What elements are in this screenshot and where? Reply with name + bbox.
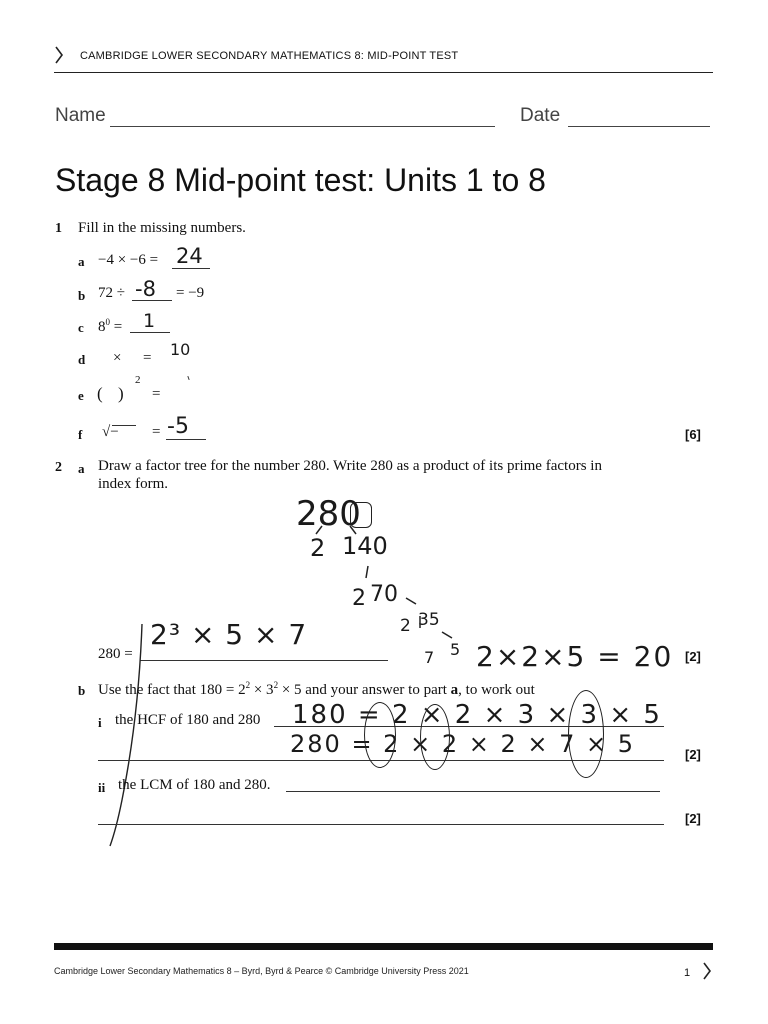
circle-common-5 <box>568 690 604 778</box>
circle-common-2b <box>420 704 450 770</box>
q1e-stray-mark <box>187 376 189 380</box>
header-rule <box>54 72 713 73</box>
q2a-answer-prefix: 280 = <box>98 646 133 662</box>
q1c-expression: $8^0$ = <box>98 317 123 335</box>
q1b-answer: -8 <box>135 277 156 301</box>
q1b-expression-after: = −9 <box>176 285 205 301</box>
tree-5: 5 <box>450 640 461 659</box>
q2a-line2: index form. <box>98 476 168 492</box>
q2bi-text: the HCF of 180 and 280 <box>115 712 261 728</box>
q2bi-label: i <box>98 715 102 730</box>
tree-branches <box>290 520 470 660</box>
footer-bar <box>54 943 713 950</box>
side-note: 2×2×5 = 20 <box>476 640 674 673</box>
q1f-equals: = <box>152 424 161 440</box>
tree-70: 70 <box>370 582 398 607</box>
q1e-label: e <box>78 388 84 403</box>
tree-140: 140 <box>342 532 388 560</box>
q1b-expression-before: 72 ÷ <box>98 285 125 301</box>
q1f-radical-bar <box>112 425 136 426</box>
tree-2a: 2 <box>310 534 326 562</box>
circle-common-2a <box>364 702 396 768</box>
q1f-radical: √− <box>102 424 119 440</box>
name-line[interactable] <box>110 126 495 127</box>
q1c-answer: 1 <box>143 310 156 332</box>
q1f-label: f <box>78 427 83 442</box>
q2b-prompt: Use the fact that $180 = 2^2 \times 3^2 \times 5$ and your answer to part a, to work out <box>98 680 535 698</box>
q1a-expression: −4 × −6 = <box>98 252 159 268</box>
q2bii-label: ii <box>98 780 106 795</box>
q1d-answer: 10 <box>170 340 191 359</box>
next-page-icon[interactable] <box>702 962 712 980</box>
tree-2c: 2 <box>400 616 411 636</box>
name-label: Name <box>55 105 106 126</box>
q1d-label: d <box>78 352 86 367</box>
page-number: 1 <box>684 967 691 979</box>
q2a-marks: [2] <box>685 649 701 664</box>
tree-2b: 2 <box>352 586 366 611</box>
q2b-label: b <box>78 683 86 698</box>
q1d-equals: = <box>143 350 152 366</box>
q2bi-work-2: 280 = 2 × 2 × 2 × 7 × 5 <box>290 730 635 758</box>
q2a-answer: 2³ × 5 × 7 <box>150 618 308 651</box>
q1d-times: × <box>113 350 122 366</box>
q1e-equals: = <box>152 386 161 402</box>
q2a-answer-line[interactable] <box>140 660 388 661</box>
q2a-line1: Draw a factor tree for the number 280. Write 280 as a product of its prime factors in <box>98 458 602 474</box>
tree-7: 7 <box>424 648 435 667</box>
q1f-answer: -5 <box>167 414 189 439</box>
page-title: Stage 8 Mid-point test: Units 1 to 8 <box>55 162 546 198</box>
q1b-label: b <box>78 288 86 303</box>
question-number-1: 1 <box>55 221 62 236</box>
q2bii-answer-line-2[interactable] <box>98 824 664 825</box>
q1c-answer-line[interactable] <box>130 332 170 333</box>
q1-instruction: Fill in the missing numbers. <box>78 220 246 236</box>
tree-280: 280 <box>296 494 361 534</box>
q1e-exponent: 2 <box>135 374 141 386</box>
tree-35: 35 <box>418 610 440 630</box>
q1a-label: a <box>78 254 85 269</box>
q1-marks: [6] <box>685 427 701 442</box>
q2bi-work-1: 180 = 2 × 2 × 3 × 3 × 5 <box>292 700 662 730</box>
q2bii-answer-line-1[interactable] <box>286 791 660 792</box>
date-label: Date <box>520 105 561 126</box>
q1e-close-paren: ) <box>118 384 124 403</box>
q1e-open-paren: ( <box>97 384 103 403</box>
question-number-2: 2 <box>55 460 62 475</box>
q2bi-marks: [2] <box>685 747 701 762</box>
date-line[interactable] <box>568 126 710 127</box>
q2bii-marks: [2] <box>685 811 701 826</box>
pen-stroke <box>100 620 150 850</box>
q1c-label: c <box>78 320 84 335</box>
q1a-answer: 24 <box>176 244 203 268</box>
running-header: CAMBRIDGE LOWER SECONDARY MATHEMATICS 8: MID-POINT TEST <box>80 50 459 62</box>
q1f-answer-line[interactable] <box>166 439 206 440</box>
q2a-label: a <box>78 461 85 476</box>
chevron-right-icon <box>54 46 64 64</box>
q1a-answer-line[interactable] <box>172 268 210 269</box>
footer-credit: Cambridge Lower Secondary Mathematics 8 – Byrd, Byrd & Pearce © Cambridge University Press 2021 <box>54 966 469 976</box>
q2bii-text: the LCM of 180 and 280. <box>118 777 271 793</box>
